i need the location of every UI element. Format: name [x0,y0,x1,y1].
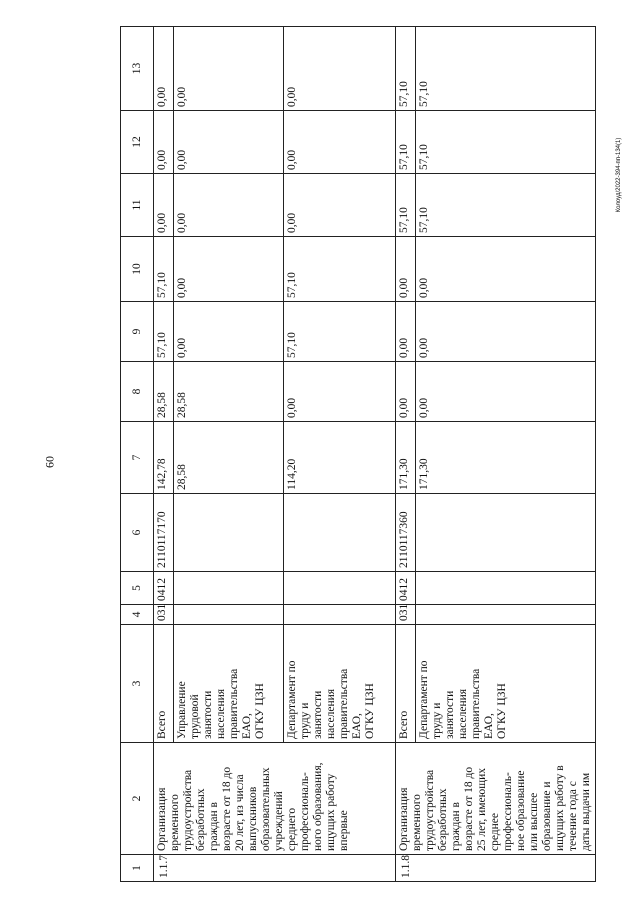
empty-cell [284,572,396,605]
measure-name: Организация временного трудоустройства безработных граждан в возрасте от 18 до 20 лет, из числа выпускников образовательных учреждений среднего профессиональ- ного образования, ищущих работу впервые [154,743,396,855]
header-cell: 13 [121,27,154,111]
empty-cell [174,605,284,625]
page-number: 60 [42,456,57,468]
measure-code: 1.1.8 [396,855,596,882]
value-cell: 0,00 [154,111,174,174]
empty-cell [416,494,596,572]
executor-cell: Департамент по труду и занятости населения правительства ЕАО, ОГКУ ЦЗН [416,625,596,743]
value-cell: 0,00 [154,174,174,237]
header-cell: 6 [121,494,154,572]
header-cell: 3 [121,625,154,743]
header-row [121,27,154,882]
value-cell: 28,58 [154,362,174,422]
header-cell: 10 [121,237,154,302]
value-cell: 0,00 [284,362,396,422]
header-cell: 2 [121,743,154,855]
value-cell: 0,00 [416,237,596,302]
value-cell: 0,00 [284,27,396,111]
executor-cell: Управление трудовой занятости населения правительства ЕАО, ОГКУ ЦЗН [174,625,284,743]
header-cell: 8 [121,362,154,422]
value-cell: 0,00 [416,362,596,422]
header-cell: 4 [121,605,154,625]
header-cell: 11 [121,174,154,237]
empty-cell [174,494,284,572]
empty-cell [174,572,284,605]
value-cell: 28,58 [174,362,284,422]
header-cell: 1 [121,855,154,882]
header-cell: 9 [121,302,154,362]
executor-cell: Всего [154,625,174,743]
table-row [396,27,416,882]
value-cell: 0,00 [174,174,284,237]
budget-table [120,26,596,882]
value-cell: 0,00 [396,237,416,302]
value-cell: 57,10 [416,174,596,237]
value-cell: 0,00 [174,27,284,111]
grbs-code: 031 [154,605,174,625]
value-cell: 57,10 [396,111,416,174]
value-cell: 0,00 [154,27,174,111]
value-cell: 57,10 [154,302,174,362]
measure-code: 1.1.7 [154,855,396,882]
section-code: 0412 [396,572,416,605]
value-cell: 0,00 [174,237,284,302]
rotated-table-wrapper [120,27,596,882]
section-code: 0412 [154,572,174,605]
table-row [154,27,174,882]
value-cell: 0,00 [174,302,284,362]
document-code: Колоуд/2022-394-пп-134(1) [616,137,622,213]
empty-cell [284,605,396,625]
value-cell: 0,00 [284,111,396,174]
value-cell: 57,10 [284,237,396,302]
value-cell: 171,30 [416,422,596,494]
value-cell: 0,00 [416,302,596,362]
value-cell: 57,10 [284,302,396,362]
header-cell: 5 [121,572,154,605]
value-cell: 28,58 [174,422,284,494]
value-cell: 0,00 [174,111,284,174]
value-cell: 142,78 [154,422,174,494]
grbs-code: 031 [396,605,416,625]
empty-cell [416,605,596,625]
value-cell: 57,10 [396,174,416,237]
value-cell: 57,10 [154,237,174,302]
header-cell: 12 [121,111,154,174]
empty-cell [416,572,596,605]
value-cell: 57,10 [396,27,416,111]
value-cell: 57,10 [416,27,596,111]
executor-cell: Департамент по труду и занятости населения правительства ЕАО, ОГКУ ЦЗН [284,625,396,743]
executor-cell: Всего [396,625,416,743]
target-article-code: 2110117360 [396,494,416,572]
value-cell: 0,00 [284,174,396,237]
target-article-code: 2110117170 [154,494,174,572]
value-cell: 57,10 [416,111,596,174]
value-cell: 0,00 [396,302,416,362]
measure-name: Организация временного трудоустройства безработных граждан в возрасте от 18 до 25 лет, имеющих среднее профессиональ- ное образование или высшее образование и ищущих работу в течение года с даты выдачи им [396,743,596,855]
empty-cell [284,494,396,572]
header-cell: 7 [121,422,154,494]
value-cell: 171,30 [396,422,416,494]
value-cell: 114,20 [284,422,396,494]
value-cell: 0,00 [396,362,416,422]
